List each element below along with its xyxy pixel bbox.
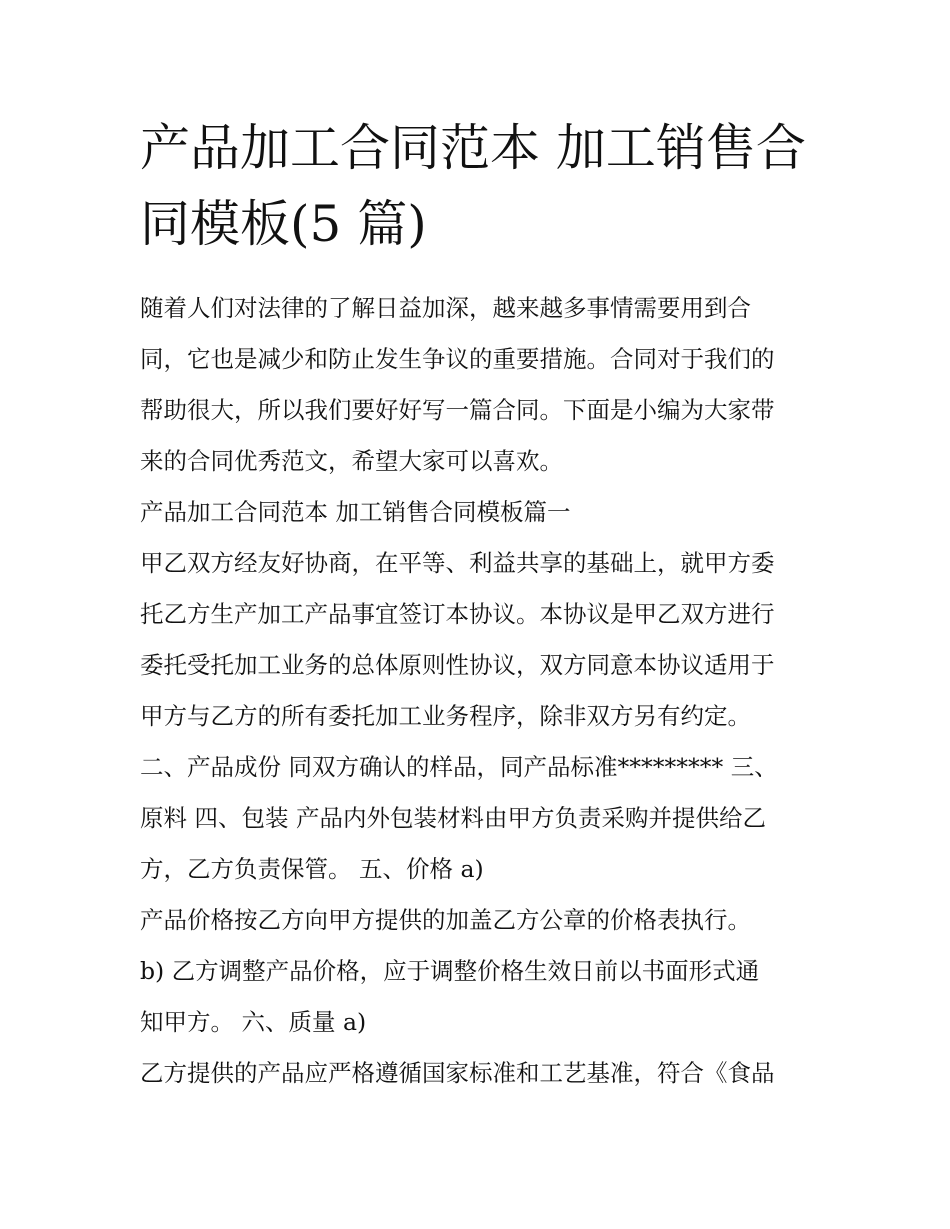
clause-line-6: 知甲方。 六、质量 a) — [140, 1008, 367, 1036]
clause-line-5: b) 乙方调整产品价格，应于调整价格生效日前以书面形式通 — [140, 957, 760, 985]
paragraph-line-3: 委托受托加工业务的总体原则性协议，双方同意本协议适用于 — [140, 651, 775, 679]
clause-line-3: 方，乙方负责保管。 五、价格 a) — [140, 855, 484, 883]
paragraph-line-1: 甲乙双方经友好协商，在平等、利益共享的基础上，就甲方委 — [140, 549, 775, 577]
document-body — [140, 283, 820, 1099]
title-line-1: 产品加工合同范本 加工销售合 — [140, 119, 806, 177]
title-line-2: 同模板(5 篇) — [140, 195, 427, 253]
clause-line-4: 产品价格按乙方向甲方提供的加盖乙方公章的价格表执行。 — [140, 906, 751, 934]
paragraph-line-2: 托乙方生产加工产品事宜签订本协议。本协议是甲乙双方进行 — [140, 600, 775, 628]
document-content — [140, 110, 820, 1099]
intro-line-4: 来的合同优秀范文，希望大家可以喜欢。 — [140, 447, 563, 475]
intro-line-1: 随着人们对法律的了解日益加深，越来越多事情需要用到合 — [140, 294, 751, 322]
clause-line-7: 乙方提供的产品应严格遵循国家标准和工艺基准，符合《食品 — [140, 1059, 775, 1087]
paragraph-line-4: 甲方与乙方的所有委托加工业务程序，除非双方另有约定。 — [140, 702, 751, 730]
intro-line-2: 同，它也是减少和防止发生争议的重要措施。合同对于我们的 — [140, 345, 775, 373]
clause-line-1: 二、产品成份 同双方确认的样品，同产品标准********* 三、 — [140, 753, 778, 781]
intro-line-3: 帮助很大，所以我们要好好写一篇合同。下面是小编为大家带 — [140, 396, 775, 424]
clause-line-2: 原料 四、包装 产品内外包装材料由甲方负责采购并提供给乙 — [140, 804, 766, 832]
section-heading: 产品加工合同范本 加工销售合同模板篇一 — [140, 498, 571, 526]
document-title — [140, 110, 820, 262]
